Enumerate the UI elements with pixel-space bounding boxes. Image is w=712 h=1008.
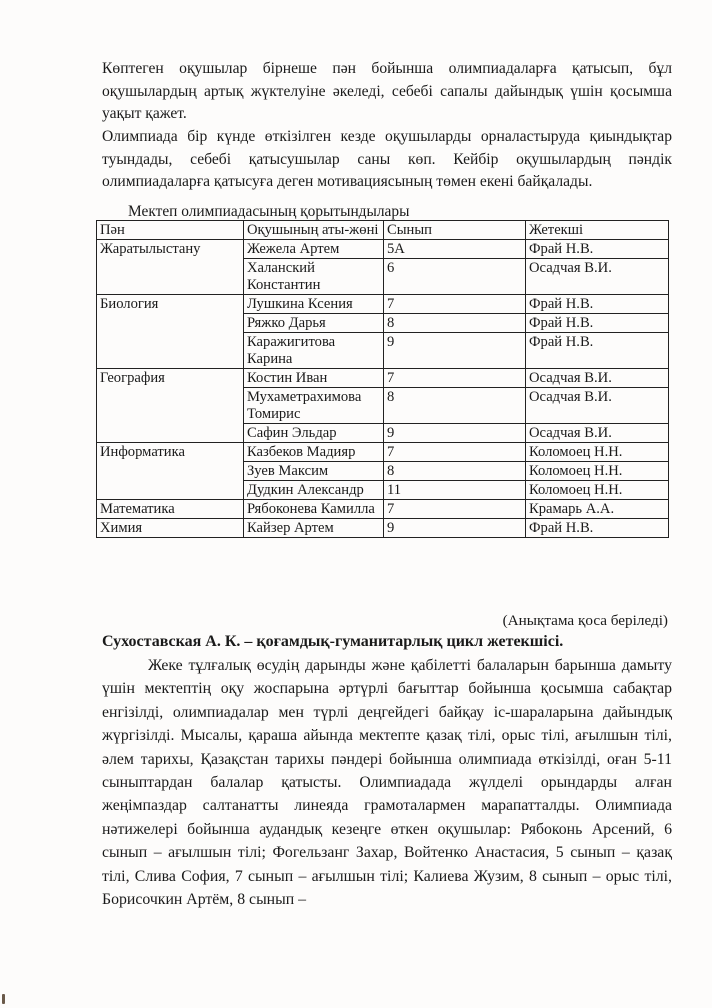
cell-teacher: Фрай Н.В. xyxy=(526,333,669,369)
cell-subject: География xyxy=(97,369,244,388)
cell-grade: 6 xyxy=(384,259,526,295)
cell-student: Лушкина Ксения xyxy=(244,295,384,314)
intro-paragraph-2: Олимпиада бір күнде өткізілген кезде оқушыларды орналастыруда қиындықтар туындады, себебі қатысушылар саны көп. Кейбір оқушылардың пәндік олимпиадаларға қатысуға деген мотивациясының төмен екені байқалады. xyxy=(102,128,672,190)
table-row xyxy=(97,259,669,295)
cell-student: Зуев Максим xyxy=(244,462,384,481)
cell-subject xyxy=(97,462,244,481)
cell-teacher: Фрай Н.В. xyxy=(526,295,669,314)
table-row xyxy=(97,240,669,259)
table-row xyxy=(97,314,669,333)
table-row xyxy=(97,388,669,424)
cell-subject: Математика xyxy=(97,500,244,519)
cell-teacher: Осадчая В.И. xyxy=(526,369,669,388)
table-caption: Мектеп олимпиадасының қорытындылары xyxy=(128,203,410,220)
table-row xyxy=(97,500,669,519)
cell-teacher: Коломоец Н.Н. xyxy=(526,462,669,481)
table-row xyxy=(97,295,669,314)
section-heading: Сухоставская А. К. – қоғамдық-гуманитарлық цикл жетекшісі. xyxy=(102,633,564,650)
cell-student: Костин Иван xyxy=(244,369,384,388)
section-paragraph: Жеке тұлғалық өсудің дарынды және қабілетті балаларын барынша дамыту үшін мектептің оқу жоспарына әртүрлі бағыттар бойынша қосымша сабақтар енгізілді, олимпиадалар мен түрлі деңгейдегі байқау іс-шараларына дайындық жүргізілді. Мысалы, қараша айында мектепте қазақ тілі, орыс тілі, ағылшын тілі, әлем тарихы, Қазақстан тарихы пәндері бойынша олимпиада өткізілді, оған 5-11 сыныптардан балалар қатысты. Олимпиадада жүлделі орындарды алған жеңімпаздар салтанатты линеяда грамоталармен марапатталды. Олимпиада нәтижелері бойынша аудандық кезеңге өткен оқушылар: Рябоконь Арсений, 6 сынып – ағылшын тілі; Фогельзанг Захар, Войтенко Анастасия, 5 сынып – қазақ тілі, Слива София, 7 сынып – ағылшын тілі; Калиева Жузим, 8 сынып – орыс тілі, Борисочкин Артём, 8 сынып – xyxy=(102,657,672,909)
cell-student: Казбеков Мадияр xyxy=(244,443,384,462)
intro-paragraph-1: Көптеген оқушылар бірнеше пән бойынша олимпиадаларға қатысып, бұл оқушылардың артық жүктелуіне әкеледі, себебі сапалы дайындық үшін қосымша уақыт қажет. xyxy=(102,60,672,122)
header-grade: Сынып xyxy=(384,221,526,240)
cell-student: Сафин Эльдар xyxy=(244,424,384,443)
cell-subject xyxy=(97,481,244,500)
cell-teacher: Осадчая В.И. xyxy=(526,424,669,443)
cell-student: Халанский Константин xyxy=(244,259,384,295)
cell-grade: 9 xyxy=(384,333,526,369)
cell-teacher: Осадчая В.И. xyxy=(526,388,669,424)
cell-student: Жежела Артем xyxy=(244,240,384,259)
cell-subject: Химия xyxy=(97,519,244,538)
cell-grade: 9 xyxy=(384,519,526,538)
cell-subject: Жаратылыстану xyxy=(97,240,244,259)
cell-grade: 5А xyxy=(384,240,526,259)
cell-subject xyxy=(97,333,244,369)
cell-subject xyxy=(97,388,244,424)
cell-grade: 8 xyxy=(384,388,526,424)
cell-subject xyxy=(97,259,244,295)
olympiad-results-table xyxy=(96,220,669,538)
header-student: Оқушының аты-жөні xyxy=(244,221,384,240)
cell-teacher: Фрай Н.В. xyxy=(526,240,669,259)
cell-student: Кайзер Артем xyxy=(244,519,384,538)
cell-student: Дудкин Александр xyxy=(244,481,384,500)
cell-student: Ряжко Дарья xyxy=(244,314,384,333)
table-row xyxy=(97,333,669,369)
cell-student: Каражигитова Карина xyxy=(244,333,384,369)
table-row xyxy=(97,443,669,462)
table-row xyxy=(97,481,669,500)
cell-grade: 7 xyxy=(384,500,526,519)
cell-teacher: Осадчая В.И. xyxy=(526,259,669,295)
header-teacher: Жетекші xyxy=(526,221,669,240)
cell-subject xyxy=(97,314,244,333)
cell-grade: 7 xyxy=(384,369,526,388)
cell-teacher: Коломоец Н.Н. xyxy=(526,481,669,500)
table-row xyxy=(97,424,669,443)
cell-teacher: Коломоец Н.Н. xyxy=(526,443,669,462)
table-row xyxy=(97,462,669,481)
cell-grade: 11 xyxy=(384,481,526,500)
cell-subject: Биология xyxy=(97,295,244,314)
cell-subject xyxy=(97,424,244,443)
table-row xyxy=(97,369,669,388)
table-header-row xyxy=(97,221,669,240)
scan-edge-mark xyxy=(2,994,5,1004)
cell-student: Мухаметрахимова Томирис xyxy=(244,388,384,424)
cell-grade: 7 xyxy=(384,443,526,462)
cell-grade: 8 xyxy=(384,314,526,333)
cell-teacher: Крамарь А.А. xyxy=(526,500,669,519)
cell-teacher: Фрай Н.В. xyxy=(526,519,669,538)
cell-grade: 8 xyxy=(384,462,526,481)
reference-note: (Анықтама қоса беріледі) xyxy=(502,612,668,629)
header-subject: Пән xyxy=(97,221,244,240)
cell-grade: 9 xyxy=(384,424,526,443)
cell-grade: 7 xyxy=(384,295,526,314)
cell-student: Рябоконева Камилла xyxy=(244,500,384,519)
cell-teacher: Фрай Н.В. xyxy=(526,314,669,333)
table-row xyxy=(97,519,669,538)
cell-subject: Информатика xyxy=(97,443,244,462)
